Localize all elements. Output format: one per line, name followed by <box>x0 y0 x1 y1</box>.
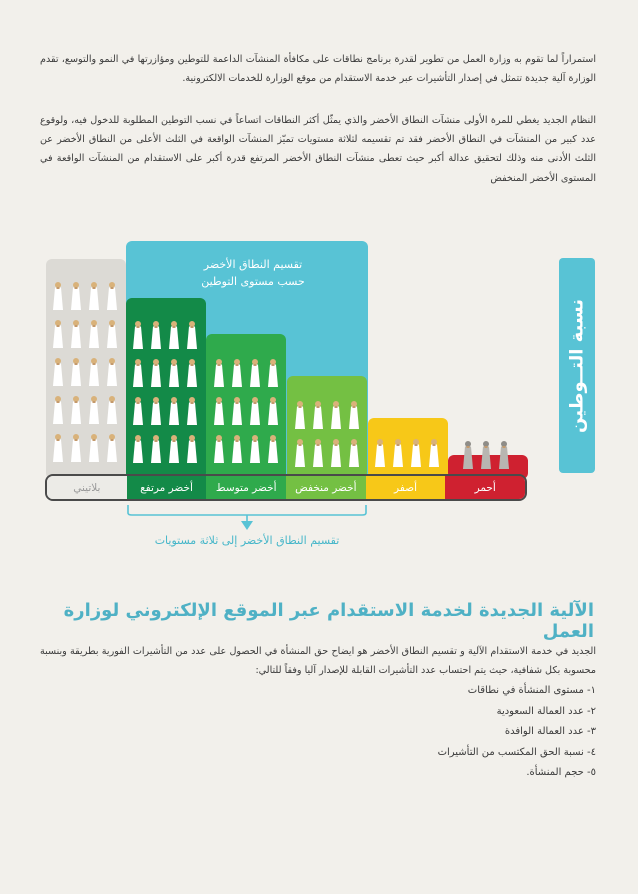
saudi-man-figure-icon <box>330 438 342 468</box>
nitaqat-scale-bar <box>45 474 527 501</box>
saudi-man-figure-icon <box>410 438 422 468</box>
saudi-man-figure-icon <box>106 395 118 425</box>
saudi-man-figure-icon <box>70 433 82 463</box>
green-range-panel-title <box>140 256 366 290</box>
saudi-man-figure-icon <box>106 281 118 311</box>
saudi-man-figure-icon <box>231 434 243 464</box>
saudi-man-figure-icon <box>186 434 198 464</box>
saudi-man-figure-icon <box>132 358 144 388</box>
saudi-man-figure-icon <box>168 358 180 388</box>
saudi-man-figure-icon <box>294 438 306 468</box>
saudi-man-figure-icon <box>150 396 162 426</box>
criteria-item: ٤- نسبة الحق المكتسب من التأشيرات <box>437 746 596 758</box>
criteria-item: ١- مستوى المنشأة في نطاقات <box>467 685 596 696</box>
scale-segment-platinum: بلاتيني <box>47 476 127 499</box>
saudi-man-figure-icon <box>132 396 144 426</box>
saudi-man-figure-icon <box>88 433 100 463</box>
saudi-man-figure-icon <box>462 440 474 470</box>
saudi-man-figure-icon <box>52 319 64 349</box>
scale-segment-low: أخضر منخفض <box>286 476 366 499</box>
criteria-item: ٥- حجم المنشأة. <box>526 767 596 779</box>
criteria-item: ٢- عدد العمالة السعودية <box>496 705 596 717</box>
saudi-man-figure-icon <box>267 358 279 388</box>
saudi-man-figure-icon <box>294 400 306 430</box>
saudi-man-figure-icon <box>70 395 82 425</box>
saudi-man-figure-icon <box>168 320 180 350</box>
panel-title-line-2: حسب مستوى التوطين <box>201 275 305 288</box>
saudi-man-figure-icon <box>249 434 261 464</box>
scale-segment-mid: أخضر متوسط <box>206 476 286 499</box>
saudi-man-figure-icon <box>312 400 324 430</box>
intro-paragraph-2: النظام الجديد يغطي للمرة الأولى منشآت النطاق الأخضر والذي يمثّل أكثر النطاقات اتساعاً في نسب التوطين المطلوبة للدخول فيه، ولوقوع عدد كبير من المنشآت في النطاق الأخضر فقد تم تقسيمه لثلاثة مستويات تميّز المنشآت الواقعة في الثلث الأعلى من النطاق الأخضر عن الثلث الأدنى منه وذلك لتحقيق عدالة أكبر حيث تعطى منشآت النطاق الأخضر المرتفع قدرة أكبر على الاستقدام من المنشآت الواقعة في المستوى الأخضر المنخفض <box>40 114 596 184</box>
saudi-man-figure-icon <box>106 433 118 463</box>
saudi-man-figure-icon <box>348 400 360 430</box>
down-arrow-icon <box>241 521 253 530</box>
saudi-man-figure-icon <box>186 358 198 388</box>
saudi-man-figure-icon <box>52 395 64 425</box>
saudi-man-figure-icon <box>249 358 261 388</box>
saudi-man-figure-icon <box>52 281 64 311</box>
saudi-man-figure-icon <box>106 357 118 387</box>
saudi-man-figure-icon <box>213 396 225 426</box>
panel-title-line-1: تقسيم النطاق الأخضر <box>203 258 303 271</box>
saudi-man-figure-icon <box>330 400 342 430</box>
saudi-man-figure-icon <box>428 438 440 468</box>
saudization-rate-label <box>559 258 595 473</box>
saudization-rate-text: نسبة التــوطين <box>566 298 588 433</box>
saudi-man-figure-icon <box>231 396 243 426</box>
intro-paragraph-1: استمراراً لما تقوم به وزارة العمل من تطوير لقدرة برنامج نطاقات على مكافأة المنشآت الداعمة للتوطين ومؤازرتها في النمو والتوسع، تقدم الوزارة آلية جديدة تتمثل في إصدار التأشيرات عبر خدمة الاستقدام من موقع الوزارة للخدمات الالكترونية. <box>40 53 596 84</box>
saudi-man-figure-icon <box>132 320 144 350</box>
saudi-man-figure-icon <box>168 434 180 464</box>
saudi-man-figure-icon <box>186 396 198 426</box>
saudi-man-figure-icon <box>392 438 404 468</box>
criteria-item: ٣- عدد العمالة الوافدة <box>504 726 596 738</box>
saudi-man-figure-icon <box>106 319 118 349</box>
three-levels-bracket <box>126 503 368 535</box>
saudi-man-figure-icon <box>150 434 162 464</box>
three-levels-label: تقسيم النطاق الأخضر إلى ثلاثة مستويات <box>154 534 340 547</box>
scale-segment-red: أحمر <box>445 476 525 499</box>
saudi-man-figure-icon <box>498 440 510 470</box>
saudi-man-figure-icon <box>150 358 162 388</box>
saudi-man-figure-icon <box>213 358 225 388</box>
saudi-man-figure-icon <box>70 281 82 311</box>
saudi-man-figure-icon <box>70 357 82 387</box>
saudi-man-figure-icon <box>88 395 100 425</box>
saudi-man-figure-icon <box>213 434 225 464</box>
saudi-man-figure-icon <box>267 396 279 426</box>
saudi-man-figure-icon <box>249 396 261 426</box>
saudi-man-figure-icon <box>88 319 100 349</box>
section-paragraph: الجديد في خدمة الاستقدام الآلية و تقسيم النطاق الأخضر هو ايضاح حق المنشأة في الحصول على عدد من التأشيرات الفورية بطريقة وبنسبة محسوبة بكل شفافية، حيث يتم احتساب عدد التأشيرات القابلة للإصدار آليا وفقاً للتالي: <box>40 645 596 676</box>
saudi-man-figure-icon <box>374 438 386 468</box>
criteria-list <box>40 681 596 784</box>
saudi-man-figure-icon <box>150 320 162 350</box>
saudi-man-figure-icon <box>168 396 180 426</box>
scale-segment-yellow: أصفر <box>366 476 446 499</box>
section-title: الآلية الجديدة لخدمة الاستقدام عبر الموقع الإلكتروني لوزارة العمل <box>63 600 594 642</box>
saudi-man-figure-icon <box>186 320 198 350</box>
saudi-man-figure-icon <box>480 440 492 470</box>
saudi-man-figure-icon <box>52 433 64 463</box>
saudi-man-figure-icon <box>231 358 243 388</box>
saudi-man-figure-icon <box>88 357 100 387</box>
saudi-man-figure-icon <box>312 438 324 468</box>
saudi-man-figure-icon <box>348 438 360 468</box>
saudi-man-figure-icon <box>88 281 100 311</box>
saudi-man-figure-icon <box>267 434 279 464</box>
saudi-man-figure-icon <box>70 319 82 349</box>
saudi-man-figure-icon <box>52 357 64 387</box>
saudi-man-figure-icon <box>132 434 144 464</box>
scale-segment-high: أخضر مرتفع <box>127 476 207 499</box>
